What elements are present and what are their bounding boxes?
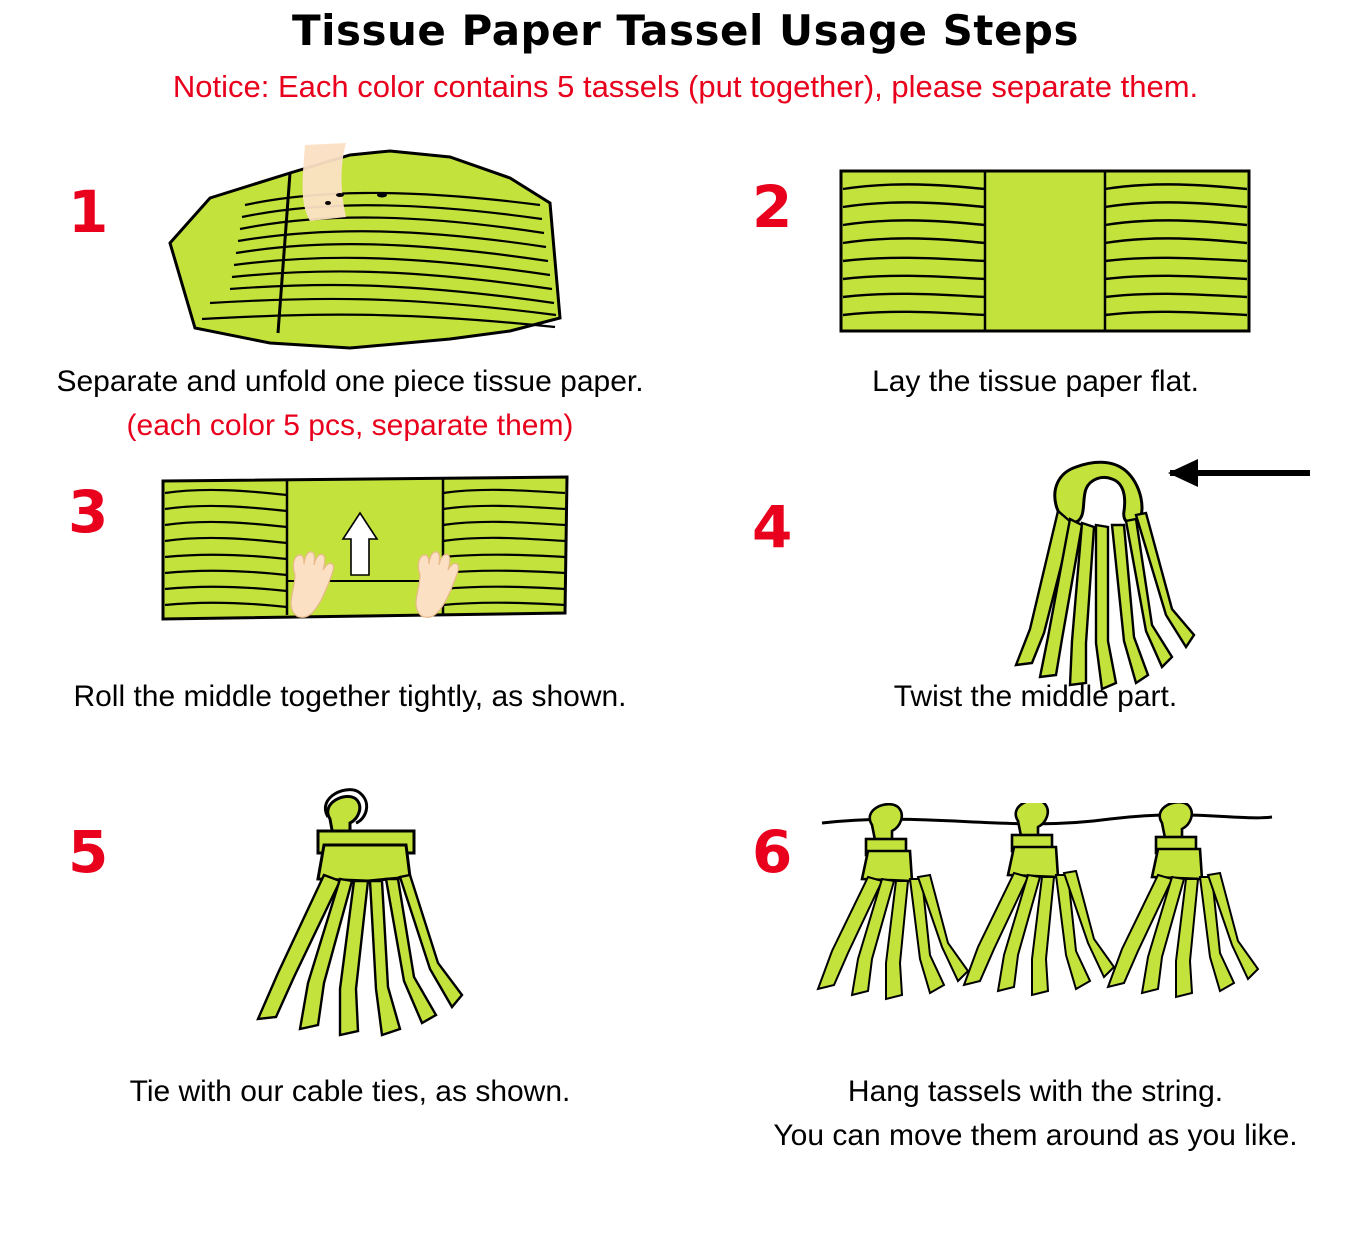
step-3: [0, 453, 700, 773]
step-1-caption: Separate and unfold one piece tissue paper.: [56, 365, 644, 398]
step-6: [700, 773, 1371, 1152]
step-3-caption: Roll the middle together tightly, as shown.: [73, 680, 627, 713]
step-2-caption: Lay the tissue paper flat.: [872, 365, 1199, 398]
step-6-caption-secondary: You can move them around as you like.: [773, 1119, 1298, 1152]
step-number: 6: [752, 818, 793, 886]
step-number: 3: [68, 478, 109, 546]
step-4: [700, 453, 1371, 773]
step-5-caption: Tie with our cable ties, as shown.: [129, 1075, 571, 1108]
step-1: [0, 123, 700, 453]
notice-text: Notice: Each color contains 5 tassels (put together), please separate them.: [172, 69, 1199, 104]
step-2-illustration: [835, 163, 1255, 348]
step-1-illustration: [150, 143, 610, 378]
arrow-icon: [1168, 459, 1310, 487]
step-1-caption-secondary: (each color 5 pcs, separate them): [126, 409, 574, 442]
step-5: [0, 773, 700, 1143]
step-number: 4: [752, 493, 793, 561]
steps-grid: [0, 123, 1371, 1152]
step-6-caption: Hang tassels with the string.: [847, 1075, 1224, 1108]
step-number: 5: [68, 818, 109, 886]
step-2: [700, 123, 1371, 453]
step-3-illustration: [155, 463, 575, 668]
step-6-illustration: [810, 803, 1280, 1088]
step-number: 1: [68, 178, 109, 246]
step-4-caption: Twist the middle part.: [893, 680, 1178, 713]
step-number: 2: [752, 173, 793, 241]
instruction-diagram: [0, 6, 1371, 1260]
step-5-illustration: [200, 783, 530, 1068]
page-title: Tissue Paper Tassel Usage Steps: [291, 6, 1079, 55]
